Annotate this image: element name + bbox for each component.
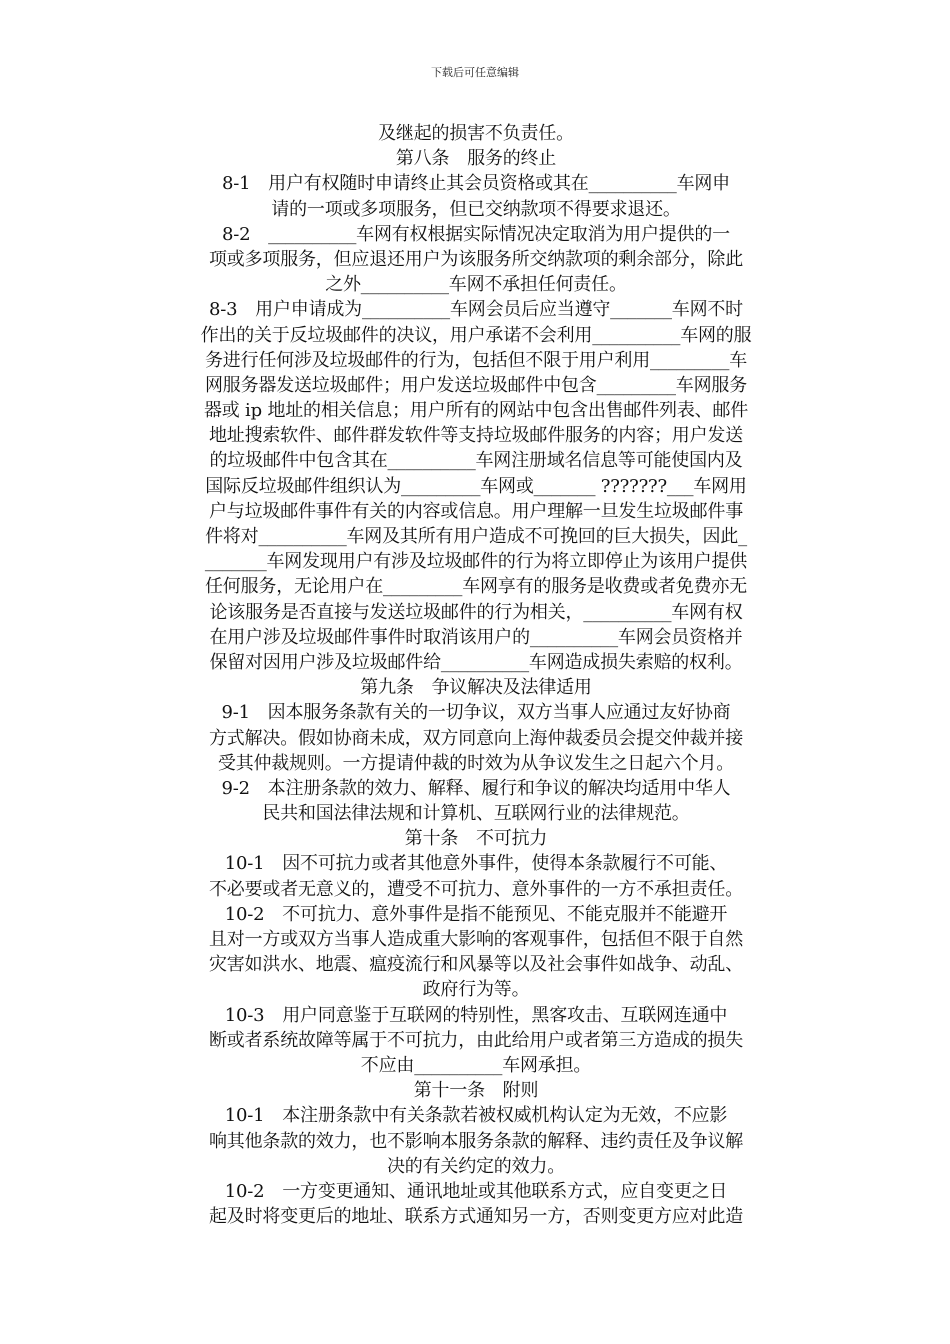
- text-line: 且对一方或双方当事人造成重大影响的客观事件，包括但不限于自然: [209, 929, 743, 950]
- text-line: 政府行为等。: [422, 979, 530, 1001]
- text-line: 务进行任何涉及垃圾邮件的行为，包括但不限于用户利用_________车: [205, 349, 747, 371]
- text-line: 民共和国法律法规和计算机、互联网行业的法律规范。: [262, 803, 690, 825]
- text-line: 论该服务是否直接与发送垃圾邮件的行为相关，__________车网有权: [209, 601, 743, 623]
- text-line: 作出的关于反垃圾邮件的决议，用户承诺不会利用__________车网的服: [200, 324, 752, 346]
- text-line: 断或者系统故障等属于不可抗力，由此给用户或者第三方造成的损失: [209, 1029, 743, 1051]
- text-line: 方式解决。假如协商未成，双方同意向上海仲裁委员会提交仲裁并接: [209, 727, 743, 749]
- text-line: 不必要或者无意义的，遭受不可抗力、意外事件的一方不承担责任。: [209, 878, 743, 900]
- text-line: 10-2 一方变更通知、通讯地址或其他联系方式，应自变更之日: [224, 1180, 728, 1202]
- text-line: 响其他条款的效力，也不影响本服务条款的解释、违约责任及争议解: [209, 1130, 743, 1152]
- text-line: 9-2 本注册条款的效力、解释、履行和争议的解决均适用中华人: [221, 777, 731, 799]
- text-line: 起及时将变更后的地址、联系方式通知另一方，否则变更方应对此造: [209, 1206, 743, 1228]
- text-line: 项或多项服务，但应退还用户为该服务所交纳款项的剩余部分，除此: [209, 248, 743, 270]
- text-line: 的垃圾邮件中包含其在__________车网注册域名信息等可能使国内及: [209, 450, 743, 472]
- text-line: 8-1 用户有权随时申请终止其会员资格或其在__________车网申: [222, 173, 730, 195]
- text-line: 在用户涉及垃圾邮件事件时取消该用户的__________车网会员资格并: [209, 626, 743, 648]
- text-line: 8-3 用户申请成为__________车网会员后应当遵守_______车网不时: [209, 299, 743, 321]
- text-line: 决的有关约定的效力。: [387, 1155, 565, 1177]
- text-line: 灾害如洪水、地震、瘟疫流行和风暴等以及社会事件如战争、动乱、: [209, 954, 743, 976]
- text-line: 地址搜索软件、邮件群发软件等支持垃圾邮件服务的内容；用户发送: [209, 425, 743, 447]
- text-line: _______车网发现用户有涉及垃圾邮件的行为将立即停止为该用户提供: [204, 551, 748, 573]
- text-line: 之外__________车网不承担任何责任。: [325, 274, 627, 296]
- text-line: 受其仲裁规则。一方提请仲裁的时效为从争议发生之日起六个月。: [217, 752, 735, 774]
- text-line: 10-3 用户同意鉴于互联网的特别性，黑客攻击、互联网连通中: [224, 1004, 728, 1026]
- text-line: 10-1 本注册条款中有关条款若被权威机构认定为无效，不应影: [224, 1105, 728, 1127]
- section-heading-11: 第十一条 附则: [413, 1080, 539, 1102]
- text-line: 9-1 因本服务条款有关的一切争议，双方当事人应通过友好协商: [221, 702, 731, 724]
- text-line: 件将对__________车网及其所有用户造成不可挽回的巨大损失，因此_: [205, 526, 747, 547]
- text-line: 国际反垃圾邮件组织认为_________车网或_______ ???????___车网用: [205, 475, 747, 497]
- text-line: 户与垃圾邮件事件有关的内容或信息。用户理解一旦发生垃圾邮件事: [209, 500, 743, 522]
- text-line: 请的一项或多项服务，但已交纳款项不得要求退还。: [271, 198, 681, 220]
- text-line: 网服务器发送垃圾邮件；用户发送垃圾邮件中包含_________车网服务: [205, 374, 747, 396]
- text-line: 10-1 因不可抗力或者其他意外事件，使得本条款履行不可能、: [224, 853, 728, 875]
- text-line: 及继起的损害不负责任。: [378, 123, 574, 144]
- text-line: 10-2 不可抗力、意外事件是指不能预见、不能克服并不能避开: [224, 903, 728, 925]
- text-line: 任何服务，无论用户在_________车网享有的服务是收费或者免费亦无: [205, 576, 747, 598]
- document-body: [148, 121, 804, 1229]
- text-line: 8-2 __________车网有权根据实际情况决定取消为用户提供的一: [222, 223, 730, 245]
- page-header: 下载后可任意编辑: [431, 66, 519, 79]
- text-line: 不应由__________车网承担。: [360, 1054, 592, 1076]
- text-line: 保留对因用户涉及垃圾邮件给__________车网造成损失索赔的权利。: [209, 651, 743, 673]
- section-heading-9: 第九条 争议解决及法律适用: [360, 677, 592, 699]
- section-heading-10: 第十条 不可抗力: [404, 828, 548, 850]
- section-heading-8: 第八条 服务的终止: [395, 148, 557, 170]
- text-line: 器或 ip 地址的相关信息；用户所有的网站中包含出售邮件列表、邮件: [203, 400, 749, 422]
